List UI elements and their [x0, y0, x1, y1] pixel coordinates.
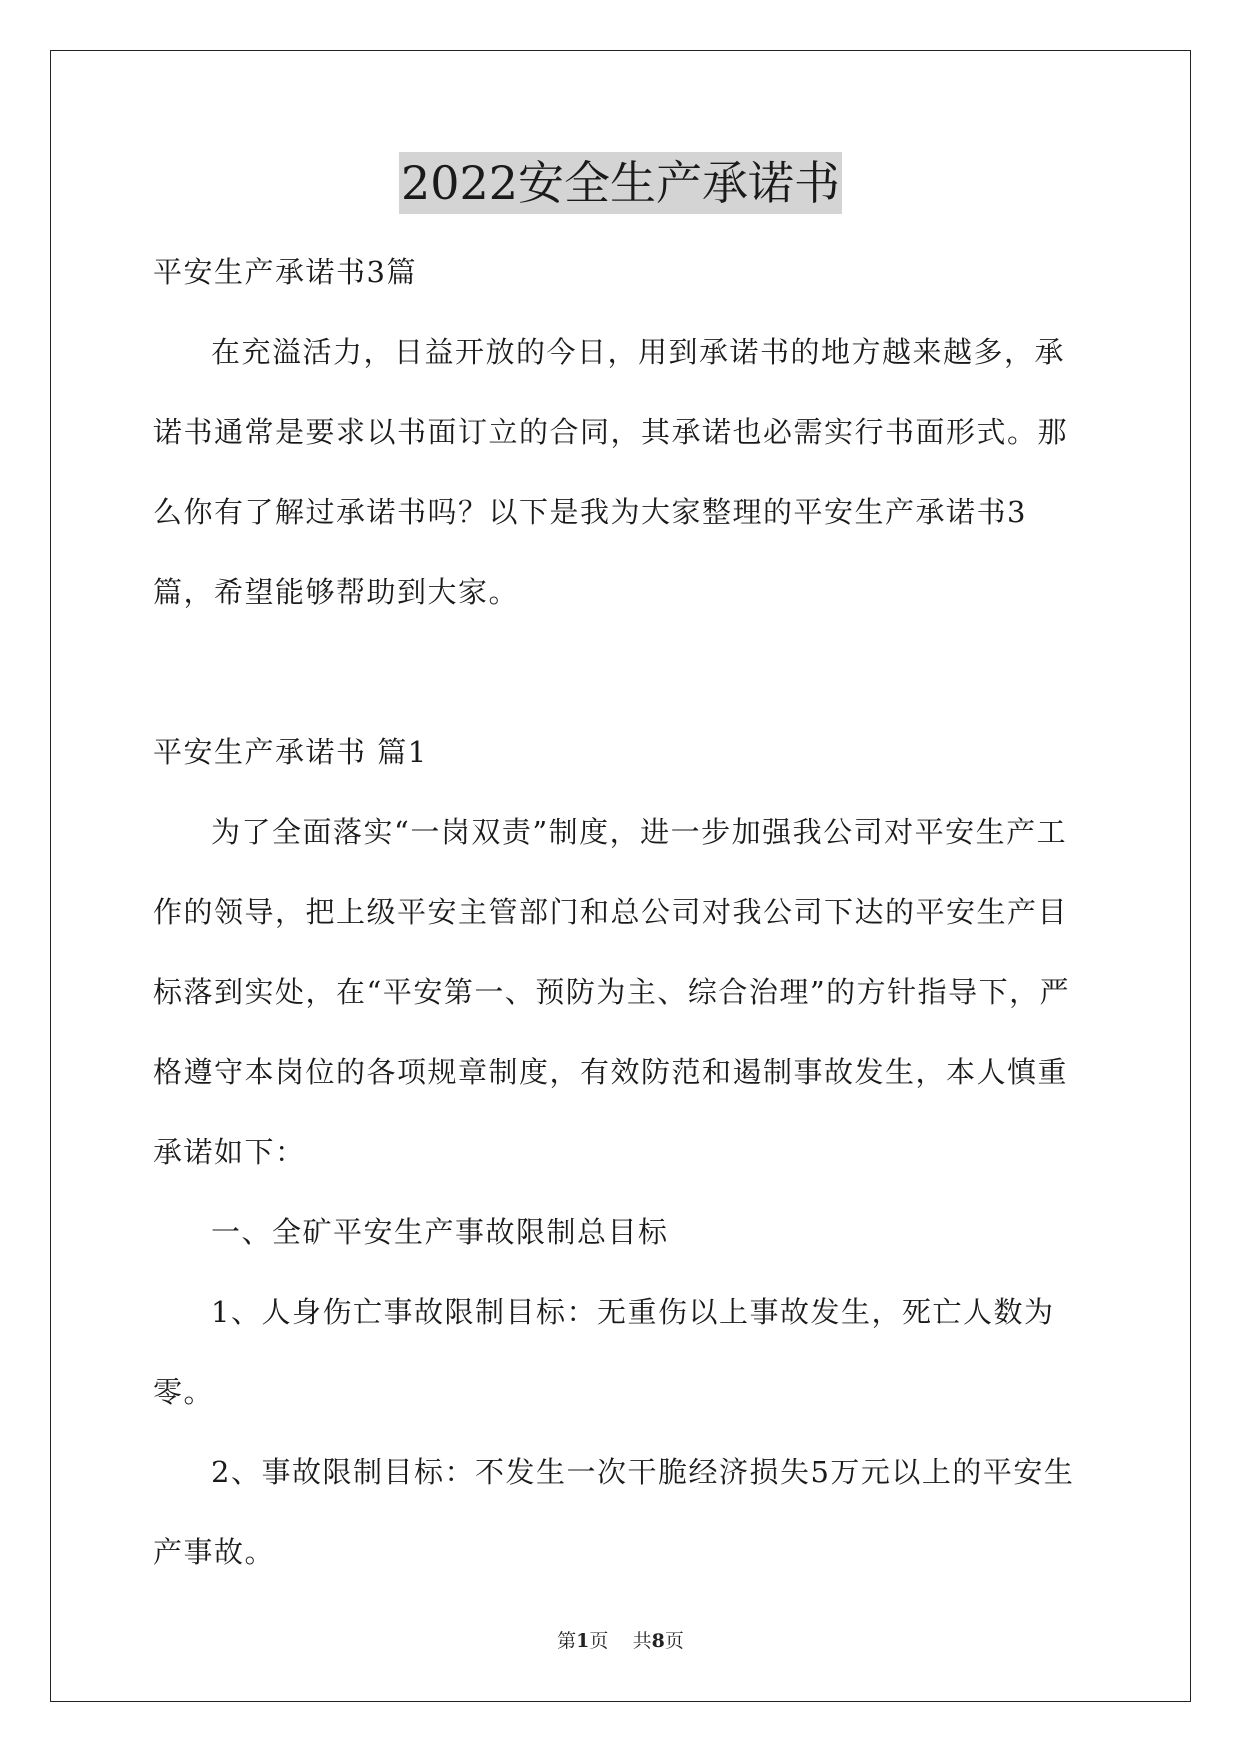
intro-paragraph: 在充溢活力，日益开放的今日，用到承诺书的地方越来越多，承诺书通常是要求以书面订立的合同，其承诺也必需实行书面形式。那么你有了解过承诺书吗？以下是我为大家整理的平安生产承诺书3篇，希望能够帮助到大家。	[153, 335, 1069, 609]
goal-item-1: 1、人身伤亡事故限制目标：无重伤以上事故发生，死亡人数为零。	[153, 1295, 1055, 1409]
document-body	[153, 232, 1087, 1592]
document-subtitle: 平安生产承诺书3篇	[153, 255, 417, 289]
page-prefix: 第	[557, 1630, 577, 1652]
goal-item-2: 2、事故限制目标：不发生一次干脆经济损失5万元以上的平安生产事故。	[153, 1455, 1075, 1569]
section-paragraph: 为了全面落实“一岗双责”制度，进一步加强我公司对平安生产工作的领导，把上级平安主管部门和总公司对我公司下达的平安生产目标落到实处，在“平安第一、预防为主、综合治理”的方针指导下，严格遵守本岗位的各项规章制度，有效防范和遏制事故发生，本人慎重承诺如下：	[153, 815, 1071, 1169]
page-total: 8	[651, 1630, 665, 1652]
page-current: 1	[576, 1630, 590, 1652]
section-spacer	[153, 632, 1087, 712]
page-suffix: 页	[664, 1630, 684, 1652]
goal-heading: 一、全矿平安生产事故限制总目标	[211, 1215, 669, 1249]
document-title-text: 2022安全生产承诺书	[399, 152, 842, 214]
page-footer	[0, 1632, 1241, 1651]
page-mid: 页 共	[589, 1630, 652, 1652]
section-heading: 平安生产承诺书 篇1	[153, 735, 428, 769]
document-title	[0, 156, 1241, 210]
